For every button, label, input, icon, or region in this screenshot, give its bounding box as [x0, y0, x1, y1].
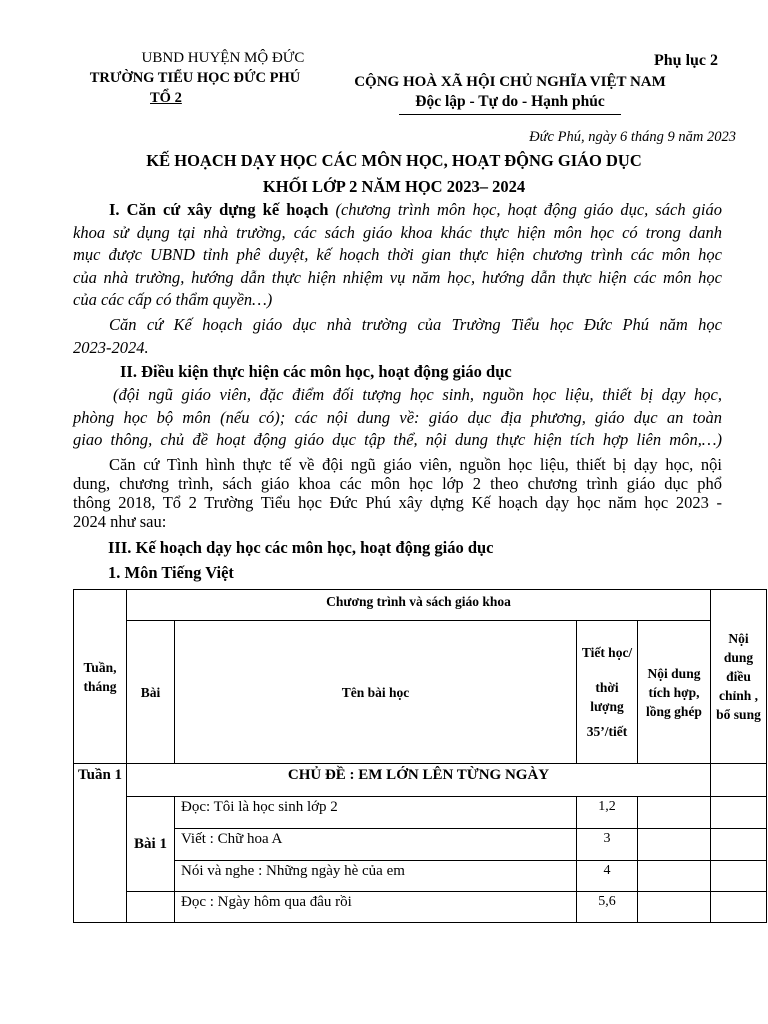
adjust-cell	[711, 764, 767, 797]
section-1-text: của các cấp có thẩm quyền…)	[73, 290, 273, 309]
adjust-cell	[711, 829, 767, 861]
basis-paragraph	[73, 314, 722, 359]
document-title-line-2: KHỐI LỚP 2 NĂM HỌC 2023– 2024	[262, 177, 526, 196]
section-2-heading: II. Điều kiện thực hiện các môn học, hoạt động giáo dục	[120, 362, 512, 381]
lesson-number-header: Bài	[127, 621, 175, 764]
periods-header-line: Tiết học/	[581, 645, 633, 660]
conditions-line: phòng học bộ môn (nếu có); các nội dung về: giáo dục địa phương, giáo dục an toàn	[73, 407, 722, 427]
periods-header-line: 35’/tiết	[586, 724, 628, 739]
section-1-text: mục được UBND tỉnh phê duyệt, kế hoạch thời gian thực hiện chương trình các môn học	[73, 245, 722, 264]
periods-cell: 3	[577, 829, 638, 861]
periods-header-line: thời lượng	[590, 680, 624, 714]
lesson-name-cell: Nói và nghe : Những ngày hè của em	[175, 861, 577, 892]
section-2-body	[73, 455, 722, 531]
program-column-header: Chương trình và sách giáo khoa	[127, 590, 711, 621]
integrated-cell	[638, 892, 711, 923]
body-line: dung, chương trình, sách giáo khoa các môn học lớp 2 theo chương trình giáo dục phổ	[73, 474, 722, 493]
date-place: Đức Phú, ngày 6 tháng 9 năm 2023	[529, 129, 736, 145]
subject-heading: 1. Môn Tiếng Việt	[108, 563, 234, 582]
integrated-column-header: Nội dung tích hợp, lồng ghép	[638, 621, 711, 764]
week-column-header: Tuần, tháng	[74, 590, 127, 764]
lesson-number-cell	[127, 892, 175, 923]
org-line-3: TỔ 2	[150, 90, 182, 106]
basis-line: 2023-2024.	[73, 337, 149, 357]
section-1-heading: I. Căn cứ xây dựng kế hoạch	[109, 200, 329, 219]
integrated-cell	[638, 861, 711, 892]
periods-header	[577, 621, 638, 764]
integrated-cell	[638, 829, 711, 861]
lesson-name-header: Tên bài học	[175, 621, 577, 764]
lesson-plan-table	[73, 589, 767, 923]
section-1-text: của nhà trường, hướng dẫn thực hiện nhiệm vụ năm học, hướng dẫn thực hiện các môn học	[73, 267, 722, 287]
lesson-group-label: Bài 1	[127, 797, 175, 892]
nation-title: CỘNG HOÀ XÃ HỘI CHỦ NGHĨA VIỆT NAM	[354, 74, 666, 90]
body-line: 2024 như sau:	[73, 512, 167, 531]
section-1-text: (chương trình môn học, hoạt động giáo dục, sách giáo	[335, 200, 722, 219]
org-line-2: TRƯỜNG TIỂU HỌC ĐỨC PHÚ	[89, 70, 301, 86]
section-3-heading: III. Kế hoạch dạy học các môn học, hoạt động giáo dục	[108, 538, 494, 557]
periods-cell: 4	[577, 861, 638, 892]
motto-underline	[399, 114, 621, 115]
body-line: Căn cứ Tình hình thực tế về đội ngũ giáo viên, nguồn học liệu, thiết bị dạy học, nội	[109, 455, 722, 474]
lesson-name-cell: Đọc: Tôi là học sinh lớp 2	[175, 797, 577, 829]
section-1	[73, 199, 722, 312]
section-2-conditions	[73, 384, 722, 452]
lesson-name-cell: Đọc : Ngày hôm qua đâu rồi	[175, 892, 577, 923]
org-line-1: UBND HUYỆN MỘ ĐỨC	[141, 50, 305, 66]
body-line: thông 2018, Tổ 2 Trường Tiểu học Đức Phú xây dựng Kế hoạch dạy học năm học 2023 -	[73, 493, 722, 512]
appendix-label: Phụ lục 2	[654, 52, 719, 69]
section-1-text: khoa sử dụng tại nhà trường, các sách giáo khoa khác thực hiện môn học có trong danh	[73, 222, 722, 242]
lesson-name-cell: Viết : Chữ hoa A	[175, 829, 577, 861]
adjust-cell	[711, 797, 767, 829]
periods-cell: 1,2	[577, 797, 638, 829]
integrated-cell	[638, 797, 711, 829]
basis-line: Căn cứ Kế hoạch giáo dục nhà trường của Trường Tiểu học Đức Phú năm học	[109, 315, 722, 334]
motto: Độc lập - Tự do - Hạnh phúc	[415, 93, 605, 110]
topic-row: CHỦ ĐỀ : EM LỚN LÊN TỪNG NGÀY	[127, 764, 711, 797]
conditions-line: (đội ngũ giáo viên, đặc điểm đối tượng học sinh, nguồn học liệu, thiết bị dạy học,	[113, 385, 722, 404]
week-label: Tuần 1	[74, 764, 127, 923]
adjust-cell	[711, 861, 767, 892]
periods-cell: 5,6	[577, 892, 638, 923]
document-title-line-1: KẾ HOẠCH DẠY HỌC CÁC MÔN HỌC, HOẠT ĐỘNG GIÁO DỤC	[146, 151, 642, 170]
adjust-cell	[711, 892, 767, 923]
conditions-line: giao thông, chủ đề hoạt động giáo dục tập thể, nội dung thực hiện tích hợp liên môn,…)	[73, 430, 722, 449]
adjust-column-header: Nội dung điều chỉnh , bổ sung	[711, 590, 767, 764]
